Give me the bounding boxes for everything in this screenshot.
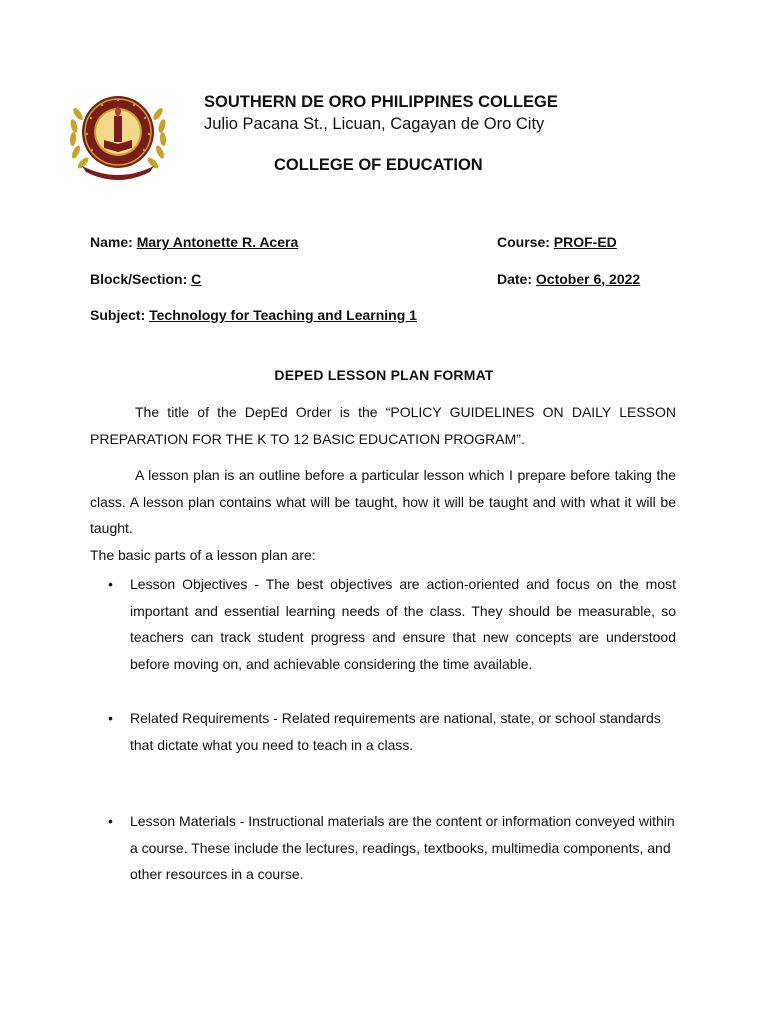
name-label: Name: — [90, 234, 133, 250]
block-section-value: C — [191, 271, 202, 287]
subject-field — [90, 307, 417, 323]
bullet-icon: • — [108, 813, 113, 829]
list-item-text: Lesson Objectives - The best objectives are action-oriented and focus on the most important and essential learning needs of the class. They should be measurable, so teachers can track student progress and ensure that new concepts are understood before moving on, and achievable considering the time available. — [130, 576, 676, 672]
name-field — [90, 234, 298, 250]
block-section-field — [90, 271, 201, 287]
parts-intro: The basic parts of a lesson plan are: — [90, 547, 316, 563]
list-item — [108, 571, 676, 677]
subject-value: Technology for Teaching and Learning 1 — [149, 307, 417, 323]
college-seal-icon — [68, 84, 168, 184]
list-item-text: Lesson Materials - Instructional materials are the content or information conveyed within a course. These include the lectures, readings, textbooks, multimedia components, and other resources in a course. — [130, 813, 675, 882]
list-item — [108, 705, 676, 758]
date-field — [497, 271, 640, 287]
date-label: Date: — [497, 271, 533, 287]
paragraph-lesson-plan-definition: A lesson plan is an outline before a particular lesson which I prepare before taking the class. A lesson plan contains what will be taught, how it will be taught and with what it will be taught. — [90, 467, 676, 536]
section-heading: DEPED LESSON PLAN FORMAT — [274, 367, 494, 383]
subject-label: Subject: — [90, 307, 146, 323]
school-address: Julio Pacana St., Licuan, Cagayan de Oro City — [204, 115, 545, 133]
college-name: COLLEGE OF EDUCATION — [274, 156, 483, 174]
list-item — [108, 808, 676, 888]
block-section-label: Block/Section: — [90, 271, 188, 287]
bullet-icon: • — [108, 576, 113, 592]
paragraph-deped-order: The title of the DepEd Order is the “POLICY GUIDELINES ON DAILY LESSON PREPARATION FOR THE K TO 12 BASIC EDUCATION PROGRAM”. — [90, 404, 676, 447]
course-field — [497, 234, 617, 250]
course-label: Course: — [497, 234, 550, 250]
date-value: October 6, 2022 — [535, 271, 641, 287]
school-name: SOUTHERN DE ORO PHILIPPINES COLLEGE — [204, 93, 558, 111]
list-item-text: Related Requirements - Related requirements are national, state, or school standards that dictate what you need to teach in a class. — [130, 710, 661, 753]
bullet-icon: • — [108, 710, 113, 726]
course-value: PROF-ED — [553, 234, 617, 250]
name-value: Mary Antonette R. Acera — [136, 234, 299, 250]
